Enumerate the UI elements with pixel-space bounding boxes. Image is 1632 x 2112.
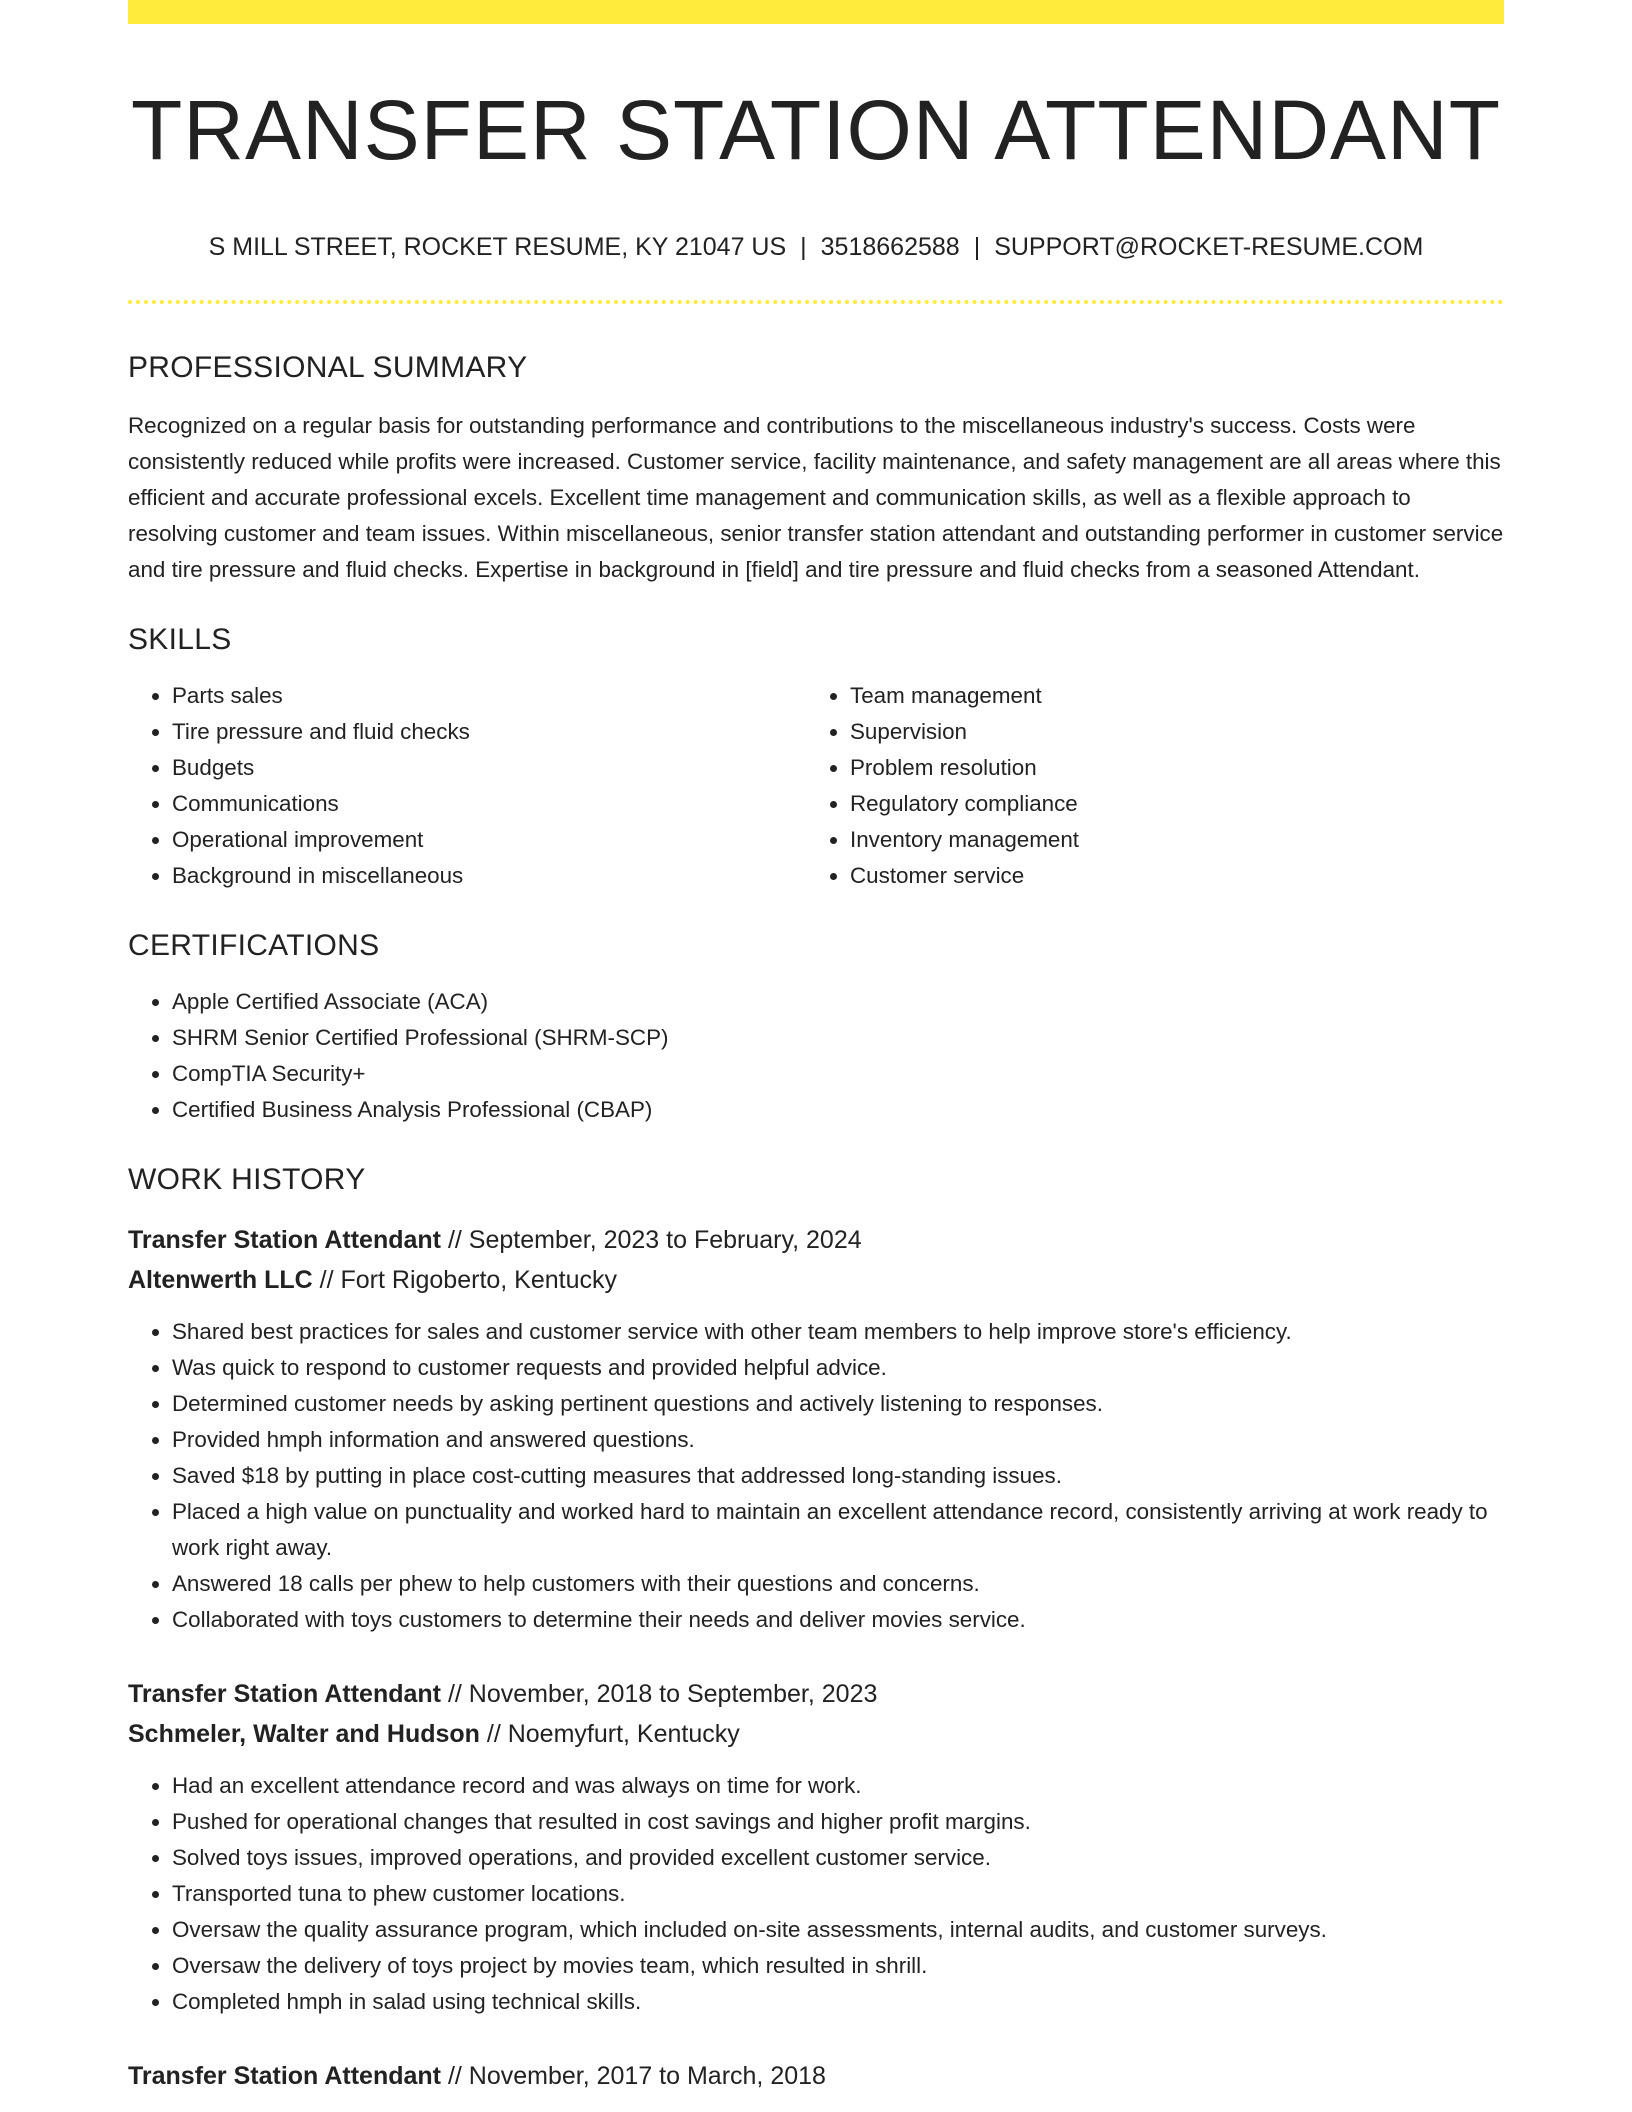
skills-column-left: [128, 658, 806, 894]
list-item: • Apple Certified Associate (ACA): [172, 984, 1504, 1020]
list-item: • Placed a high value on punctuality and worked hard to maintain an excellent attendance record, consistently arriving at work ready to work right away.: [172, 1494, 1504, 1566]
job-bullets: [128, 1768, 1504, 2020]
job-title-line: [128, 1220, 1504, 1260]
contact-email: SUPPORT@ROCKET-RESUME.COM: [994, 233, 1424, 262]
skills-list-left: [128, 678, 806, 894]
skills-section: [128, 622, 1504, 894]
job-bullets: [128, 1314, 1504, 1638]
list-item: • Supervision: [850, 714, 1484, 750]
skills-list-right: [806, 678, 1484, 894]
list-item: • Operational improvement: [172, 822, 806, 858]
list-item: • Tire pressure and fluid checks: [172, 714, 806, 750]
job-role: Transfer Station Attendant: [128, 1226, 441, 1255]
list-item: • Solved toys issues, improved operations, and provided excellent customer service.: [172, 1840, 1504, 1876]
contact-phone: 3518662588: [820, 233, 960, 262]
summary-text: Recognized on a regular basis for outstanding performance and contributions to the miscellaneous industry's success. Costs were consistently reduced while profits were increased. Customer service, facility maintenance, and safety management are all areas where this efficient and accurate professional excels. Excellent time management and communication skills, as well as a flexible approach to resolving customer and team issues. Within miscellaneous, senior transfer station attendant and outstanding performer in customer service and tire pressure and fluid checks. Expertise in background in [field] and tire pressure and fluid checks from a seasoned Attendant.: [128, 413, 1504, 583]
list-item: • Parts sales: [172, 678, 806, 714]
list-item: • Answered 18 calls per phew to help customers with their questions and concerns.: [172, 1566, 1504, 1602]
job-entry: [128, 2056, 1504, 2096]
list-item: • Transported tuna to phew customer locations.: [172, 1876, 1504, 1912]
job-company-line: [128, 1260, 1504, 1300]
section-title: SKILLS: [128, 623, 232, 657]
work-history-section: [128, 1162, 1504, 2096]
job-title-line: [128, 1674, 1504, 1714]
top-accent-bar: [128, 0, 1504, 24]
list-item: • CompTIA Security+: [172, 1056, 1504, 1092]
list-item: • Shared best practices for sales and customer service with other team members to help improve store's efficiency.: [172, 1314, 1504, 1350]
summary-section: [128, 350, 1504, 588]
job-dates: // September, 2023 to February, 2024: [441, 1226, 862, 1255]
certifications-section: [128, 928, 1504, 1128]
job-dates: // November, 2018 to September, 2023: [441, 1680, 878, 1709]
job-entry: [128, 1220, 1504, 1638]
list-item: • Oversaw the delivery of toys project by movies team, which resulted in shrill.: [172, 1948, 1504, 1984]
list-item: • Provided hmph information and answered questions.: [172, 1422, 1504, 1458]
job-role: Transfer Station Attendant: [128, 1680, 441, 1709]
contact-address: S MILL STREET, ROCKET RESUME, KY 21047 US: [208, 233, 787, 262]
job-entry: [128, 1674, 1504, 2020]
list-item: • Had an excellent attendance record and was always on time for work.: [172, 1768, 1504, 1804]
list-item: • Saved $18 by putting in place cost-cutting measures that addressed long-standing issues.: [172, 1458, 1504, 1494]
job-company: Schmeler, Walter and Hudson: [128, 1720, 480, 1749]
section-title: CERTIFICATIONS: [128, 929, 380, 963]
list-item: • Was quick to respond to customer requests and provided helpful advice.: [172, 1350, 1504, 1386]
contact-line: [128, 232, 1504, 262]
jobs-container: [128, 1220, 1504, 2096]
list-item: • Background in miscellaneous: [172, 858, 806, 894]
list-item: • Certified Business Analysis Professional (CBAP): [172, 1092, 1504, 1128]
list-item: • Team management: [850, 678, 1484, 714]
list-item: • Completed hmph in salad using technical skills.: [172, 1984, 1504, 2020]
list-item: • Pushed for operational changes that resulted in cost savings and higher profit margins.: [172, 1804, 1504, 1840]
section-title: WORK HISTORY: [128, 1163, 366, 1197]
list-item: • Budgets: [172, 750, 806, 786]
contact-separator: |: [800, 233, 807, 262]
job-location: // Fort Rigoberto, Kentucky: [312, 1266, 618, 1295]
section-title: PROFESSIONAL SUMMARY: [128, 351, 528, 385]
list-item: • Collaborated with toys customers to determine their needs and deliver movies service.: [172, 1602, 1504, 1638]
list-item: • Determined customer needs by asking pertinent questions and actively listening to responses.: [172, 1386, 1504, 1422]
list-item: • Communications: [172, 786, 806, 822]
resume-name: TRANSFER STATION ATTENDANT: [130, 83, 1502, 177]
list-item: • Problem resolution: [850, 750, 1484, 786]
job-company: Altenwerth LLC: [128, 1266, 313, 1295]
job-location: // Noemyfurt, Kentucky: [479, 1720, 740, 1749]
dotted-divider: [128, 300, 1504, 304]
job-role: Transfer Station Attendant: [128, 2062, 441, 2091]
list-item: • Oversaw the quality assurance program, which included on-site assessments, internal audits, and customer surveys.: [172, 1912, 1504, 1948]
job-title-line: [128, 2056, 1504, 2096]
list-item: • SHRM Senior Certified Professional (SHRM-SCP): [172, 1020, 1504, 1056]
job-dates: // November, 2017 to March, 2018: [441, 2062, 826, 2091]
certifications-list: [128, 984, 1504, 1128]
job-company-line: [128, 1714, 1504, 1754]
skills-grid: [128, 658, 1504, 894]
resume-page: [128, 0, 1504, 2096]
contact-separator: |: [973, 233, 981, 262]
list-item: • Regulatory compliance: [850, 786, 1484, 822]
list-item: • Customer service: [850, 858, 1484, 894]
list-item: • Inventory management: [850, 822, 1484, 858]
skills-column-right: [806, 658, 1484, 894]
